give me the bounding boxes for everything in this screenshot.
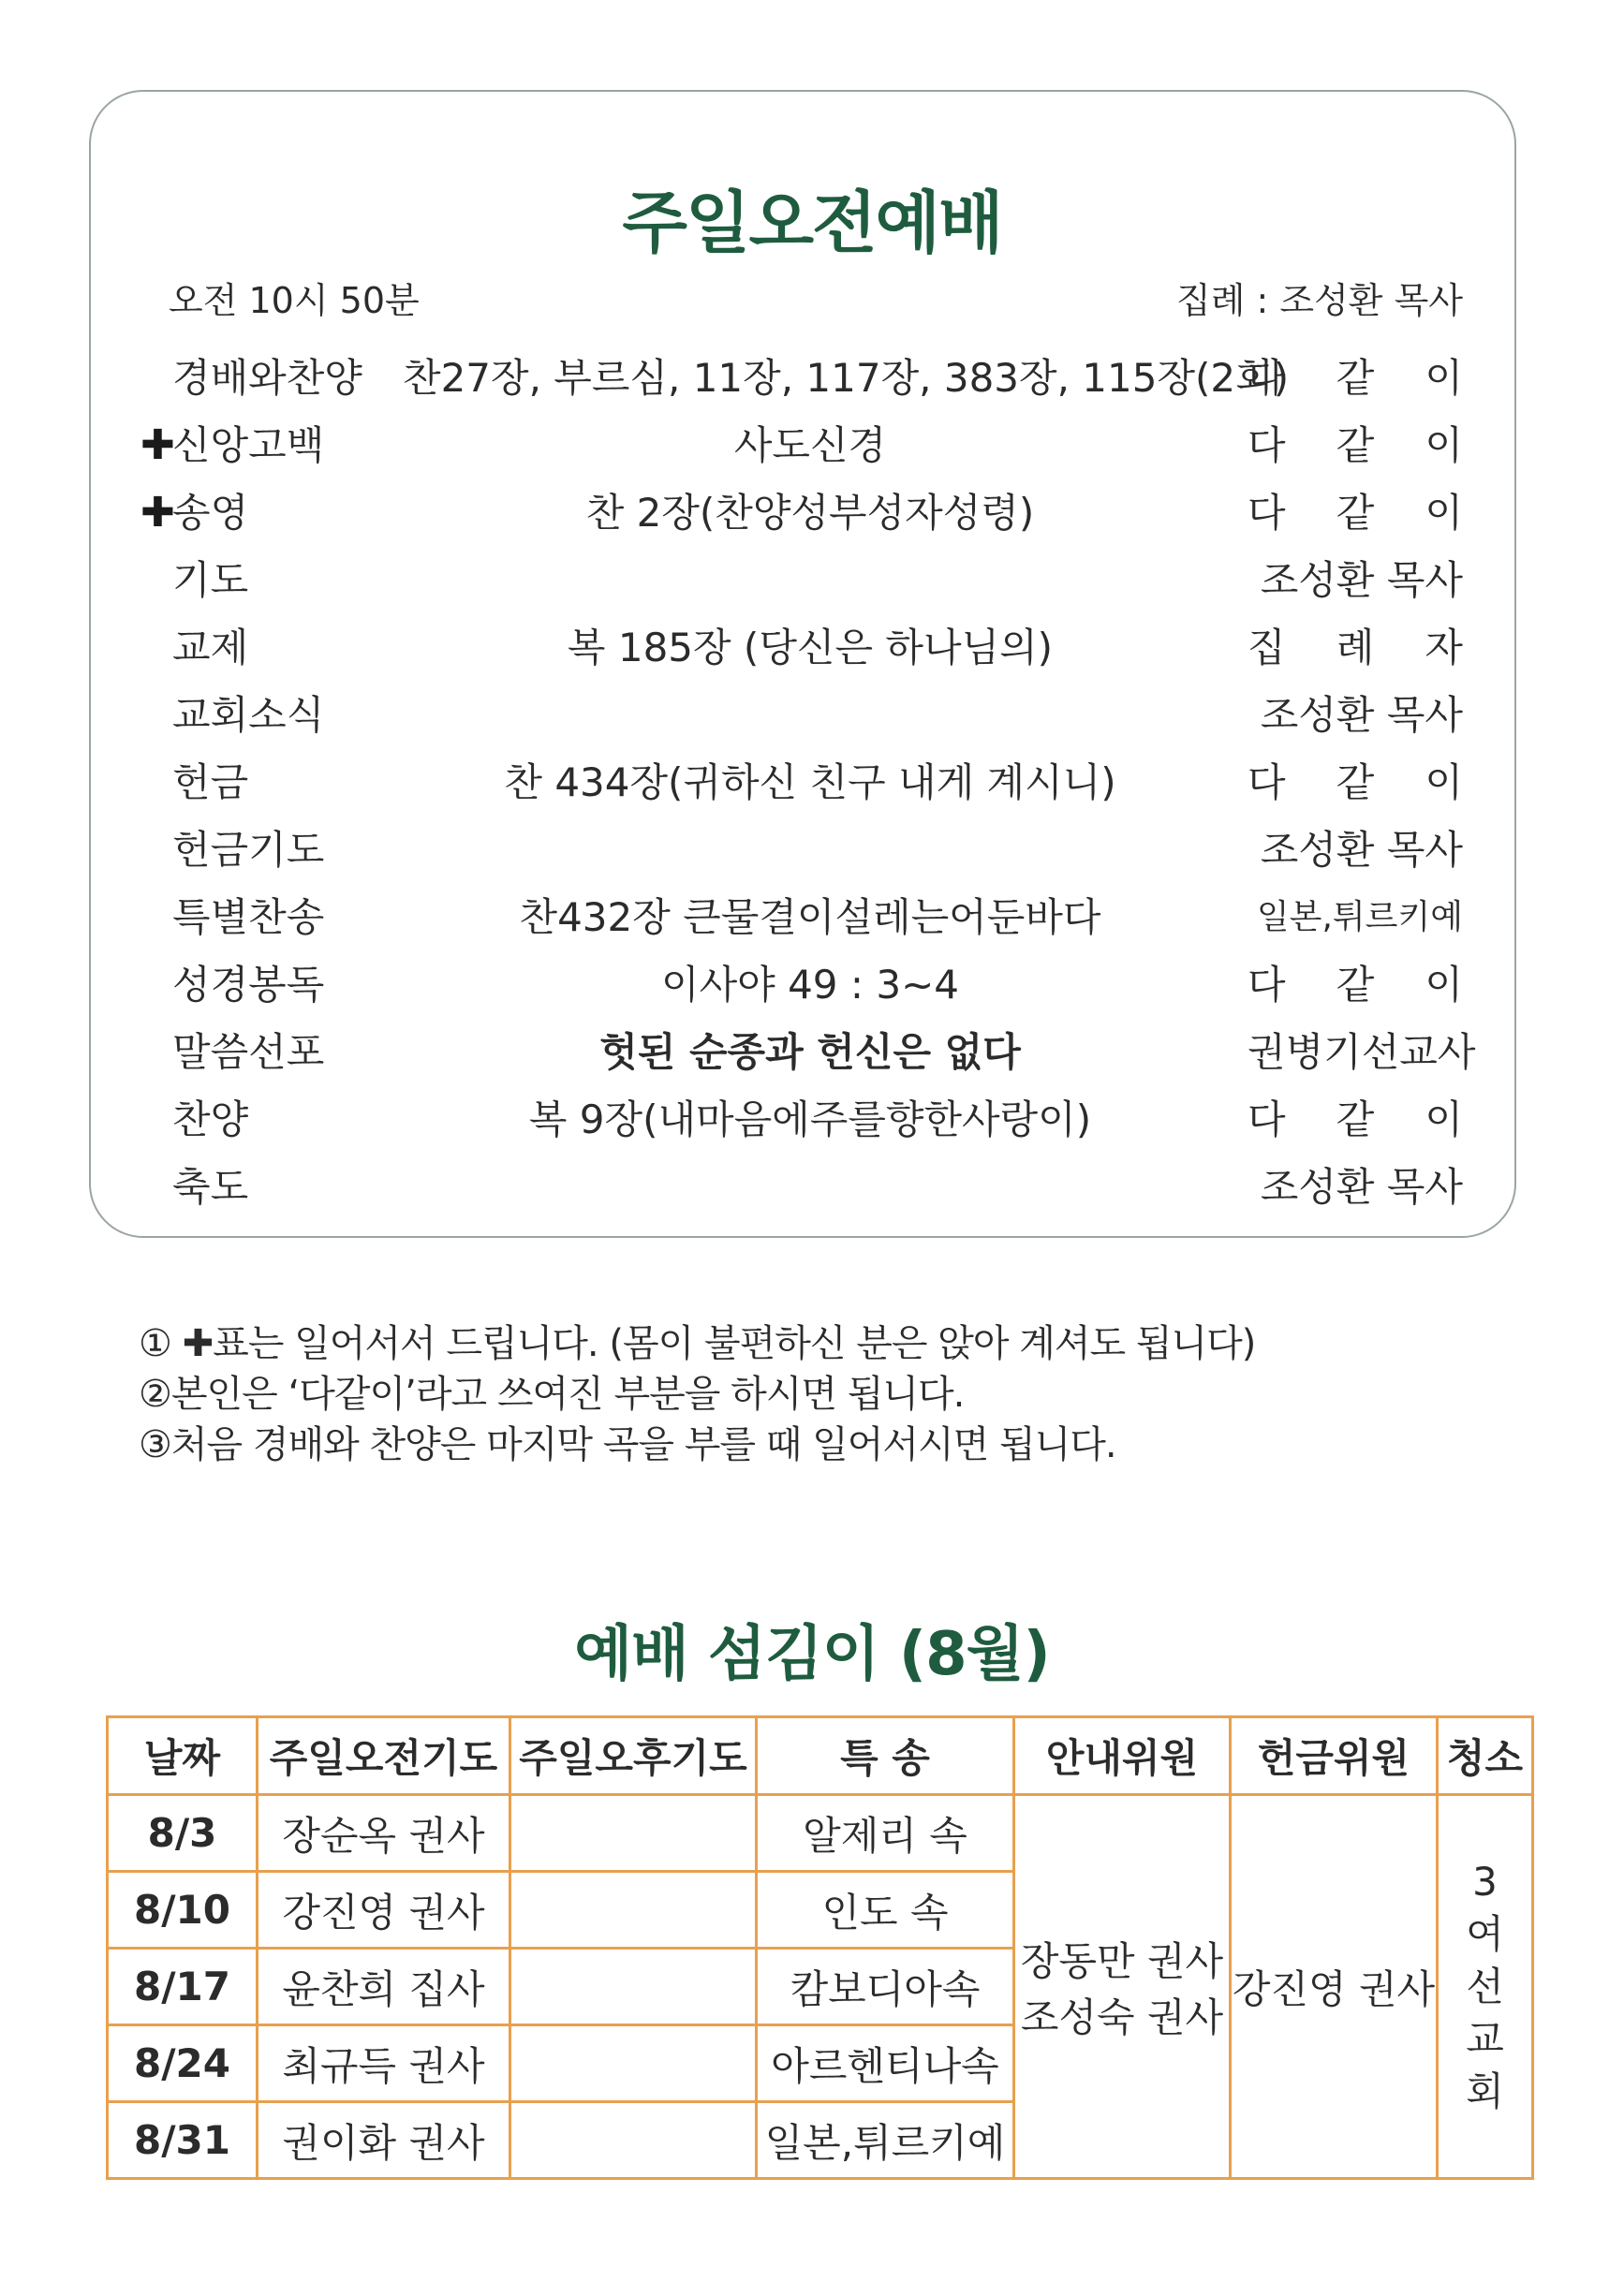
order-item: 말씀선포 bbox=[172, 1029, 325, 1075]
afternoon-prayer-cell bbox=[510, 2102, 757, 2179]
order-item: 특별찬송 bbox=[172, 894, 325, 940]
order-content: 찬432장 큰물결이설레는어둔바다 bbox=[519, 894, 1101, 940]
order-item: 헌금기도 bbox=[172, 827, 325, 873]
order-row bbox=[0, 345, 1624, 412]
cleaning-char: 회 bbox=[1466, 2068, 1504, 2114]
cleaning-char: 여 bbox=[1466, 1910, 1504, 1957]
order-row bbox=[0, 682, 1624, 749]
offering-cell: 강진영 권사 bbox=[1231, 1795, 1438, 2179]
special-song-cell: 알제리 속 bbox=[757, 1795, 1014, 1872]
morning-prayer-cell: 권이화 권사 bbox=[258, 2102, 510, 2179]
order-person: 조성환 목사 bbox=[1260, 1164, 1463, 1210]
cleaning-char: 선 bbox=[1466, 1963, 1504, 2009]
order-item: 경배와찬양 bbox=[172, 355, 362, 401]
afternoon-prayer-cell bbox=[510, 2025, 757, 2102]
cleaning-char: 3 bbox=[1472, 1858, 1498, 1905]
special-song-cell: 일본,튀르키예 bbox=[757, 2102, 1014, 2179]
order-content: 찬27장, 부르심, 11장, 117장, 383장, 115장(2회) bbox=[403, 355, 1290, 401]
schedule-table bbox=[106, 1715, 1534, 2180]
header-cell: 헌금위원 bbox=[1231, 1717, 1438, 1795]
cleaning-char: 교 bbox=[1466, 2015, 1504, 2062]
order-item: 교회소식 bbox=[172, 692, 325, 738]
service-title: 주일오전예배 bbox=[622, 184, 1002, 262]
sermon-title: 헛된 순종과 헌신은 없다 bbox=[599, 1029, 1021, 1075]
header-cell: 안내위원 bbox=[1014, 1717, 1231, 1795]
schedule-title: 예배 섬김이 (8월) bbox=[574, 1620, 1050, 1689]
order-person: 다 같 이 bbox=[1248, 1096, 1463, 1142]
date-cell: 8/10 bbox=[108, 1872, 258, 1949]
order-item: 신앙고백 bbox=[172, 422, 325, 468]
order-content: 찬 2장(찬양성부성자성령) bbox=[585, 490, 1035, 536]
notes bbox=[139, 1318, 1255, 1470]
order-person: 권병기선교사 bbox=[1248, 1029, 1476, 1075]
date-cell: 8/31 bbox=[108, 2102, 258, 2179]
morning-prayer-cell: 최규득 권사 bbox=[258, 2025, 510, 2102]
order-person: 집 례 자 bbox=[1248, 625, 1463, 670]
ushers-cell bbox=[1014, 1795, 1231, 2179]
order-content: 복 9장(내마음에주를향한사랑이) bbox=[528, 1096, 1092, 1142]
usher-name: 조성숙 권사 bbox=[1020, 1994, 1224, 2040]
order-person: 다 같 이 bbox=[1248, 355, 1463, 401]
header-cell: 청소 bbox=[1438, 1717, 1533, 1795]
note-line: ②본인은 ‘다같이’라고 쓰여진 부분을 하시면 됩니다. bbox=[139, 1373, 965, 1416]
standing-cross-icon: ✚ bbox=[140, 489, 175, 537]
order-person: 다 같 이 bbox=[1248, 759, 1463, 805]
order-content: 사도신경 bbox=[733, 422, 887, 468]
header-cell: 특 송 bbox=[757, 1717, 1014, 1795]
order-person: 조성환 목사 bbox=[1260, 692, 1463, 738]
order-row bbox=[0, 1019, 1624, 1086]
order-person: 다 같 이 bbox=[1248, 962, 1463, 1008]
date-cell: 8/17 bbox=[108, 1949, 258, 2025]
order-item: 찬양 bbox=[172, 1096, 249, 1142]
order-of-service bbox=[0, 345, 1624, 1221]
order-content: 복 185장 (당신은 하나님의) bbox=[567, 625, 1054, 670]
note-line: ① ✚표는 일어서서 드립니다. (몸이 불편하신 분은 앉아 계셔도 됩니다) bbox=[139, 1322, 1256, 1365]
date-cell: 8/24 bbox=[108, 2025, 258, 2102]
order-row bbox=[0, 749, 1624, 817]
order-row bbox=[0, 412, 1624, 479]
order-row bbox=[0, 547, 1624, 614]
order-row bbox=[0, 951, 1624, 1019]
special-song-cell: 아르헨티나속 bbox=[757, 2025, 1014, 2102]
special-song-cell: 캄보디아속 bbox=[757, 1949, 1014, 2025]
afternoon-prayer-cell bbox=[510, 1872, 757, 1949]
order-row bbox=[0, 614, 1624, 682]
service-time: 오전 10시 50분 bbox=[169, 280, 420, 321]
usher-name: 장동만 권사 bbox=[1020, 1937, 1224, 1984]
morning-prayer-cell: 강진영 권사 bbox=[258, 1872, 510, 1949]
order-row bbox=[0, 884, 1624, 951]
order-item: 헌금 bbox=[172, 759, 249, 805]
morning-prayer-cell: 윤찬희 집사 bbox=[258, 1949, 510, 2025]
order-item: 성경봉독 bbox=[172, 962, 325, 1008]
service-leader: 집례 : 조성환 목사 bbox=[1176, 280, 1463, 321]
order-row bbox=[0, 1086, 1624, 1154]
header-cell: 주일오전기도 bbox=[258, 1717, 510, 1795]
order-item: 교제 bbox=[172, 625, 249, 670]
date-cell: 8/3 bbox=[108, 1795, 258, 1872]
header-cell: 주일오후기도 bbox=[510, 1717, 757, 1795]
order-row bbox=[0, 1154, 1624, 1221]
order-person: 다 같 이 bbox=[1248, 490, 1463, 536]
order-item: 송영 bbox=[172, 490, 249, 536]
morning-prayer-cell: 장순옥 권사 bbox=[258, 1795, 510, 1872]
afternoon-prayer-cell bbox=[510, 1949, 757, 2025]
table-row bbox=[108, 1795, 1533, 1872]
order-content: 이사야 49 : 3~4 bbox=[661, 962, 959, 1008]
order-person: 일본,튀르키예 bbox=[1256, 898, 1463, 936]
cleaning-cell bbox=[1438, 1795, 1533, 2179]
order-content: 찬 434장(귀하신 친구 내게 계시니) bbox=[504, 759, 1116, 805]
afternoon-prayer-cell bbox=[510, 1795, 757, 1872]
order-person: 조성환 목사 bbox=[1260, 557, 1463, 603]
order-item: 기도 bbox=[172, 557, 249, 603]
order-person: 다 같 이 bbox=[1248, 422, 1463, 468]
order-row bbox=[0, 479, 1624, 547]
order-person: 조성환 목사 bbox=[1260, 827, 1463, 873]
table-header-row bbox=[108, 1717, 1533, 1795]
special-song-cell: 인도 속 bbox=[757, 1872, 1014, 1949]
header-cell: 날짜 bbox=[108, 1717, 258, 1795]
order-item: 축도 bbox=[172, 1164, 249, 1210]
order-row bbox=[0, 817, 1624, 884]
standing-cross-icon: ✚ bbox=[140, 421, 175, 469]
note-line: ③처음 경배와 찬양은 마지막 곡을 부를 때 일어서시면 됩니다. bbox=[139, 1423, 1116, 1466]
